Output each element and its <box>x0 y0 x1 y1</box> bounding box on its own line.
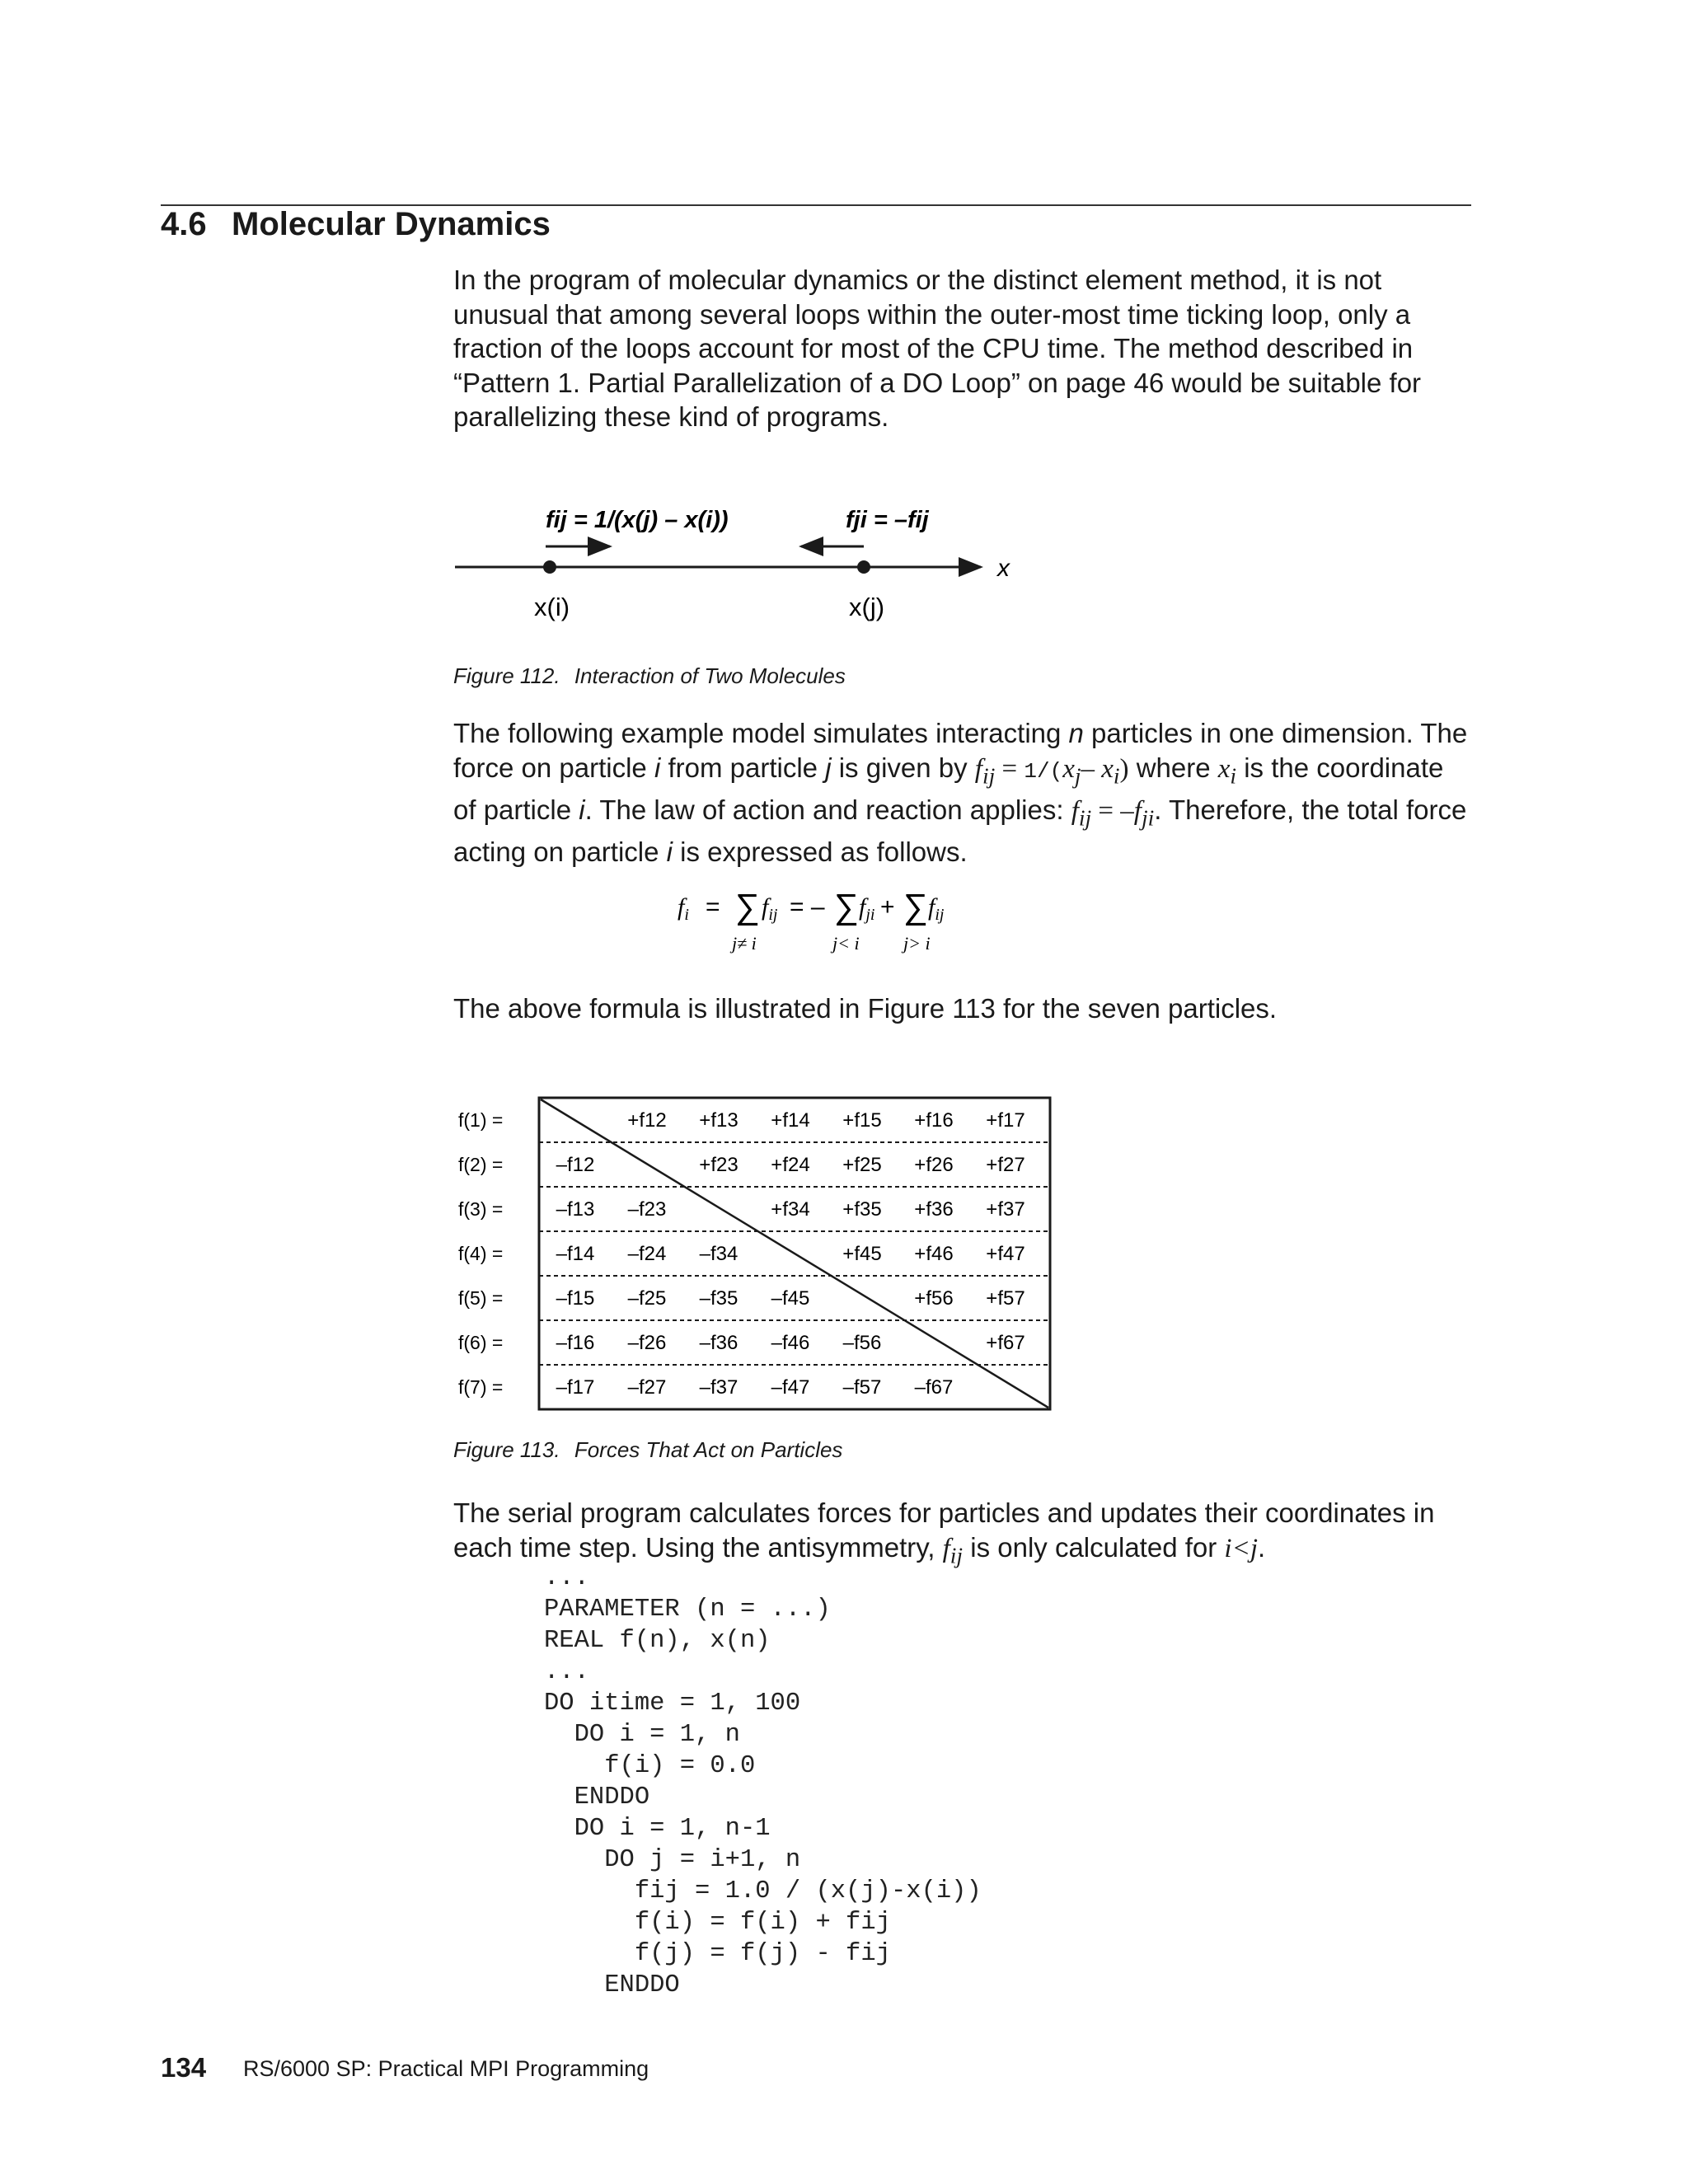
matrix-cell: –f16 <box>556 1332 595 1354</box>
matrix-cell: –f57 <box>842 1376 882 1399</box>
matrix-cell: –f36 <box>699 1332 738 1354</box>
row-label: f(6) = <box>458 1332 504 1353</box>
serial-program-paragraph: The serial program calculates forces for particles and updates their coordinates in each time step. Using the antisymmetry, $f_{ij}$ is only calculated for i<j. <box>453 1497 1435 1568</box>
matrix-cell: –f24 <box>627 1243 667 1265</box>
axis-label: x <box>997 555 1010 582</box>
svg-text:∑: ∑ <box>834 887 859 926</box>
matrix-cell: +f15 <box>842 1109 882 1132</box>
matrix-cell: +f17 <box>986 1109 1025 1132</box>
matrix-cell: –f37 <box>699 1376 738 1399</box>
matrix-cell: –f13 <box>556 1198 595 1221</box>
matrix-cell: –f27 <box>627 1376 667 1399</box>
matrix-cell: +f57 <box>986 1287 1025 1310</box>
svg-text:∑: ∑ <box>735 887 760 926</box>
matrix-cell: +f26 <box>914 1154 954 1176</box>
figure-113-diagram <box>453 1088 1063 1434</box>
matrix-cell: +f67 <box>986 1332 1025 1354</box>
svg-text:j< i: j< i <box>832 933 860 954</box>
figure-113-caption: Figure 113. Forces That Act on Particles <box>453 1437 843 1462</box>
matrix-cell: +f16 <box>914 1109 954 1132</box>
matrix-cell: –f47 <box>771 1376 810 1399</box>
particle-i-dot <box>543 560 556 574</box>
section-number: 4.6 <box>161 206 207 242</box>
matrix-cell: –f17 <box>556 1376 595 1399</box>
svg-text:fij: $f_{ij}$ <box>762 893 778 924</box>
matrix-cell: +f45 <box>842 1243 882 1265</box>
matrix-cell: +f35 <box>842 1198 882 1221</box>
page-number: 134 <box>161 2052 207 2083</box>
matrix-cell: –f34 <box>699 1243 738 1265</box>
row-label: f(5) = <box>458 1287 504 1309</box>
row-label: f(3) = <box>458 1198 504 1220</box>
row-label: f(1) = <box>458 1109 504 1131</box>
force-paragraph: The following example model simulates interacting n particles in one dimension. The force on particle i from particle j is given by $f_{ij} = 1/(x_j-$ $x_i$) where $x_i$ is the coordinate of particle i. The law of action and reaction applies: $f_{ij} = -f_{ji}$. Therefore, the total force acting on particle i is expressed as follows. <box>453 718 1468 867</box>
row-label: f(7) = <box>458 1376 504 1398</box>
svg-text:j> i: j> i <box>903 933 931 954</box>
intro-paragraph: In the program of molecular dynamics or the distinct element method, it is not unusual that among several loops within the outer-most time ticking loop, only a fraction of the loops account for most of the CPU time. The method described in “Pattern 1. Partial Parallelization of a DO Loop” on page 46 would be suitable for parallelizing these kind of programs. <box>453 265 1422 432</box>
formula-paragraph: The above formula is illustrated in Figure 113 for the seven particles. <box>453 993 1278 1024</box>
matrix-cell: +f25 <box>842 1154 882 1176</box>
coordinate-math: $x_i$ <box>1217 753 1237 789</box>
figure-112-diagram <box>453 494 1030 643</box>
force-ji-label: fji = –fij <box>846 507 929 533</box>
force-definition-math: $f_{ij} = 1/(x_j-$ $x_i$) <box>974 753 1129 789</box>
svg-text:= –: = – <box>790 893 825 921</box>
svg-text:∑: ∑ <box>903 887 928 926</box>
total-force-formula <box>676 882 989 964</box>
particle-i-label: x(i) <box>534 593 570 621</box>
matrix-cell: –f46 <box>771 1332 810 1354</box>
section-heading <box>161 206 551 243</box>
matrix-cell: –f25 <box>627 1287 667 1310</box>
fij-math: $f_{ij}$ <box>942 1533 964 1568</box>
i-less-j-math: i<j <box>1224 1533 1259 1563</box>
svg-text:fji: $f_{ji}$ <box>859 893 875 924</box>
matrix-cell: +f37 <box>986 1198 1025 1221</box>
matrix-cell: –f45 <box>771 1287 810 1310</box>
matrix-cell: +f34 <box>771 1198 810 1221</box>
svg-text:j≠ i: j≠ i <box>732 933 757 954</box>
matrix-diagonal <box>541 1099 1048 1408</box>
row-label: f(4) = <box>458 1243 504 1264</box>
particle-j-dot <box>857 560 870 574</box>
fortran-code-listing: ... PARAMETER (n = ...) REAL f(n), x(n) ... DO itime = 1, 100 DO i = 1, n f(i) = 0.0 ENDDO DO i = 1, n-1 DO j = i+1, n fij = 1.0 / (x(j)-x(i)) f(i) = f(i) + fij f(j) = f(j) - fij ENDDO <box>544 1564 982 1999</box>
antisymmetry-math: $f_{ij} = -f_{ji}$ <box>1071 795 1155 831</box>
book-title: RS/6000 SP: Practical MPI Programming <box>243 2056 649 2081</box>
figure-112-caption: Figure 112. Interaction of Two Molecules <box>453 663 846 688</box>
matrix-cell: +f27 <box>986 1154 1025 1176</box>
matrix-cell: +f36 <box>914 1198 954 1221</box>
force-ij-label: fij = 1/(x(j) – x(i)) <box>546 507 729 533</box>
matrix-cell: +f14 <box>771 1109 810 1132</box>
row-label: f(2) = <box>458 1154 504 1175</box>
svg-text:fi: $f_i$ <box>678 893 689 924</box>
matrix-cell: –f23 <box>627 1198 667 1221</box>
matrix-cell: +f47 <box>986 1243 1025 1265</box>
matrix-cell: +f13 <box>699 1109 738 1132</box>
svg-text:=: = <box>706 893 720 921</box>
matrix-cell: –f35 <box>699 1287 738 1310</box>
matrix-cell: –f67 <box>914 1376 954 1399</box>
matrix-cell: +f23 <box>699 1154 738 1176</box>
matrix-cell: +f24 <box>771 1154 810 1176</box>
matrix-cell: +f46 <box>914 1243 954 1265</box>
matrix-cell: +f12 <box>627 1109 667 1132</box>
particle-j-label: x(j) <box>849 593 885 621</box>
matrix-cell: –f26 <box>627 1332 667 1354</box>
matrix-cell: –f14 <box>556 1243 595 1265</box>
svg-text:fij: $f_{ij}$ <box>928 893 945 924</box>
svg-text:+: + <box>880 893 895 921</box>
matrix-cell: +f56 <box>914 1287 954 1310</box>
matrix-cell: –f56 <box>842 1332 882 1354</box>
section-title: Molecular Dynamics <box>232 206 551 242</box>
matrix-cell: –f15 <box>556 1287 595 1310</box>
matrix-cell: –f12 <box>556 1154 595 1176</box>
